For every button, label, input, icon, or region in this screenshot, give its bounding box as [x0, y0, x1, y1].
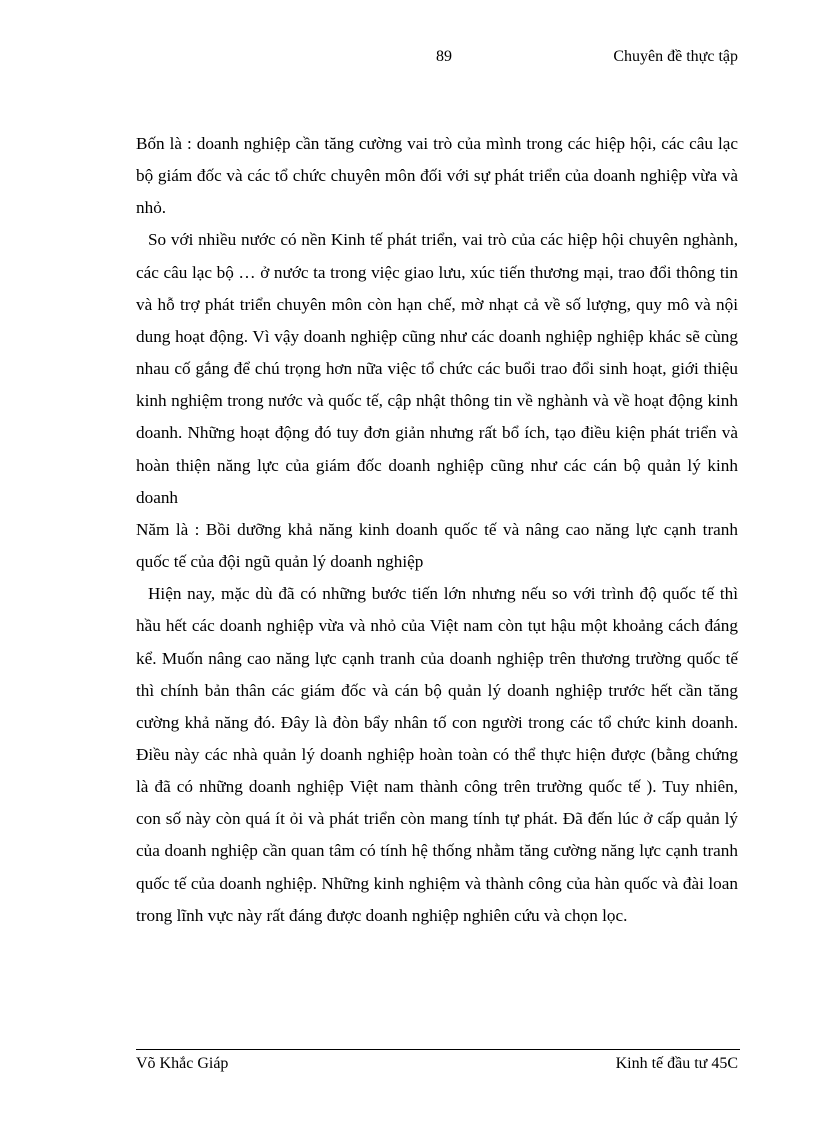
- paragraph-hien-nay: Hiện nay, mặc dù đã có những bước tiến lớn nhưng nếu so với trình độ quốc tế thì hầu hết các doanh nghiệp vừa và nhỏ của Việt nam còn tụt hậu một khoảng cách đáng kể. Muốn nâng cao năng lực cạnh tranh của doanh nghiệp trên thương trường quốc tế thì chính bản thân các giám đốc và cán bộ quản lý doanh nghiệp trước hết cần tăng cường khả năng đó. Đây là đòn bẩy nhân tố con người trong các tổ chức kinh doanh. Điều này các nhà quản lý doanh nghiệp hoàn toàn có thể thực hiện được (bằng chứng là đã có những doanh nghiệp Việt nam thành công trên trường quốc tế ). Tuy nhiên, con số này còn quá ít ỏi và phát triển còn mang tính tự phát. Đã đến lúc ở cấp quản lý của doanh nghiệp cần quan tâm có tính hệ thống nhằm tăng cường năng lực cạnh tranh quốc tế của doanh nghiệp. Những kinh nghiệm và thành công của hàn quốc và đài loan trong lĩnh vực này rất đáng được doanh nghiệp nghiên cứu và chọn lọc.: [136, 584, 738, 925]
- header-title: Chuyên đề thực tập: [613, 48, 738, 65]
- footer-class-name: Kinh tế đầu tư 45C: [615, 1055, 738, 1072]
- body-text: [136, 128, 738, 932]
- paragraph-so-voi: So với nhiều nước có nền Kinh tế phát triển, vai trò của các hiệp hội chuyên nghành, các câu lạc bộ … ở nước ta trong việc giao lưu, xúc tiến thương mại, trao đổi thông tin và hỗ trợ phát triển chuyên môn còn hạn chế, mờ nhạt cả về số lượng, quy mô và nội dung hoạt động. Vì vậy doanh nghiệp cũng như các doanh nghiệp nghiệp khác sẽ cùng nhau cố gắng để chú trọng hơn nữa việc tổ chức các buổi trao đổi sinh hoạt, giới thiệu kinh nghiệm trong nước và quốc tế, cập nhật thông tin về nghành và về hoạt động kinh doanh. Những hoạt động đó tuy đơn giản nhưng rất bổ ích, tạo điều kiện phát triển và hoàn thiện năng lực của giám đốc doanh nghiệp cũng như các cán bộ quản lý kinh doanh: [136, 230, 738, 507]
- footer-author: Võ Khắc Giáp: [136, 1055, 229, 1072]
- footer-divider: [136, 1049, 740, 1050]
- paragraph-nam-la: Năm là : Bồi dưỡng khả năng kinh doanh quốc tế và nâng cao năng lực cạnh tranh quốc tế của đội ngũ quản lý doanh nghiệp: [136, 519, 738, 572]
- page-number: 89: [436, 48, 452, 65]
- paragraph-bon-la: Bốn là : doanh nghiệp cần tăng cường vai trò của mình trong các hiệp hội, các câu lạc bộ giám đốc và các tổ chức chuyên môn đối với sự phát triển của doanh nghiệp vừa và nhỏ.: [136, 134, 738, 218]
